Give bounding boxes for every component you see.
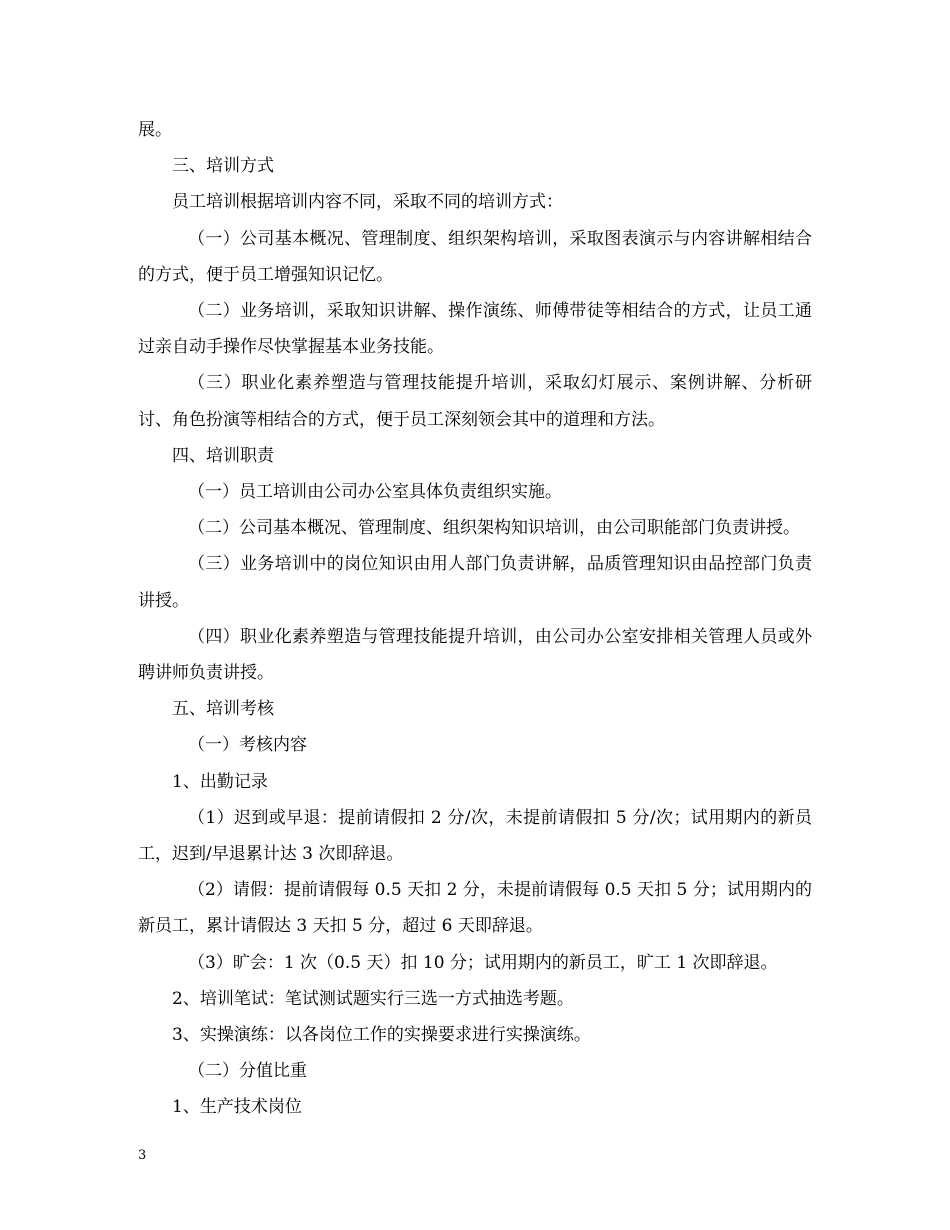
page-number: 3 bbox=[138, 1148, 147, 1163]
paragraph-2: 员工培训根据培训内容不同，采取不同的培训方式： bbox=[172, 192, 563, 213]
document-body bbox=[138, 112, 812, 1126]
list-item: （1）迟到或早退：提前请假扣 2 分/次，未提前请假扣 5 分/次；试用期内的新员工，迟到/早退累计达 3 次即辞退。 bbox=[138, 807, 812, 865]
list-item: （三）职业化素养塑造与管理技能提升培训，采取幻灯展示、案例讲解、分析研讨、角色扮演等相结合的方式，便于员工深刻领会其中的道理和方法。 bbox=[138, 373, 812, 430]
subsection-item: 1、生产技术岗位 bbox=[172, 1097, 302, 1118]
list-item: （三）业务培训中的岗位知识由用人部门负责讲解，品质管理知识由品控部门负责讲授。 bbox=[138, 554, 812, 611]
paragraph-1: 展。 bbox=[138, 120, 172, 140]
list-item: （二）业务培训，采取知识讲解、操作演练、师傅带徒等相结合的方式，让员工通过亲自动手操作尽快掌握基本业务技能。 bbox=[138, 301, 812, 358]
subsection-heading: （二）分值比重 bbox=[188, 1061, 307, 1082]
list-item: （一）公司基本概况、管理制度、组织架构培训，采取图表演示与内容讲解相结合的方式，便于员工增强知识记忆。 bbox=[138, 228, 812, 285]
section-heading-training-methods: 三、培训方式 bbox=[172, 156, 274, 177]
section-heading-training-assessment: 五、培训考核 bbox=[172, 699, 274, 720]
list-item: （一）员工培训由公司办公室具体负责组织实施。 bbox=[188, 482, 562, 503]
list-item: （2）请假：提前请假每 0.5 天扣 2 分，未提前请假每 0.5 天扣 5 分；试用期内的新员工，累计请假达 3 天扣 5 分，超过 6 天即辞退。 bbox=[138, 880, 812, 937]
list-item: （二）公司基本概况、管理制度、组织架构知识培训，由公司职能部门负责讲授。 bbox=[188, 518, 800, 539]
subsection-item: 2、培训笔试：笔试测试题实行三选一方式抽选考题。 bbox=[172, 988, 574, 1009]
subsection-item: 3、实操演练：以各岗位工作的实操要求进行实操演练。 bbox=[172, 1025, 591, 1046]
section-heading-training-duties: 四、培训职责 bbox=[172, 445, 274, 466]
list-item: （四）职业化素养塑造与管理技能提升培训，由公司办公室安排相关管理人员或外聘讲师负责讲授。 bbox=[138, 626, 812, 684]
subsection-heading: （一）考核内容 bbox=[188, 735, 307, 756]
list-item: （3）旷会：1 次（0.5 天）扣 10 分；试用期内的新员工，旷工 1 次即辞退。 bbox=[188, 952, 778, 973]
subsection-item: 1、出勤记录 bbox=[172, 771, 268, 792]
